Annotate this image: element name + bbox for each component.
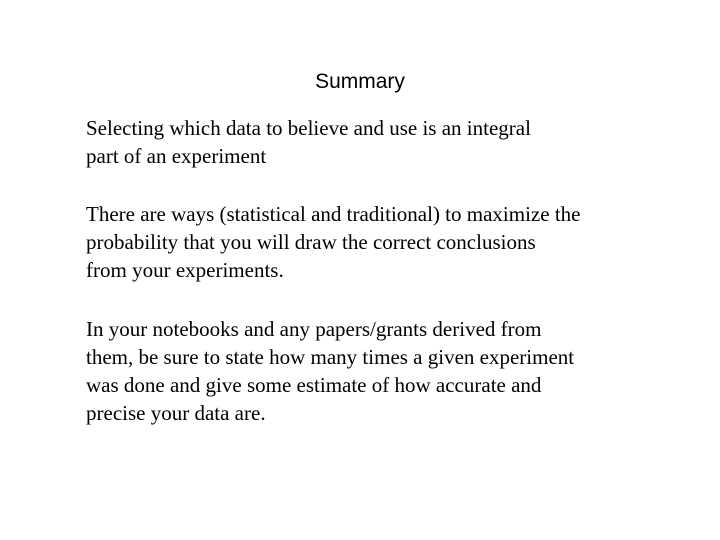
paragraph-data-selection xyxy=(86,114,531,170)
paragraph-maximize-probability xyxy=(86,200,580,284)
paragraph-line: was done and give some estimate of how accurate and xyxy=(86,373,542,397)
paragraph-line: In your notebooks and any papers/grants derived from xyxy=(86,317,542,341)
slide-title: Summary xyxy=(315,70,405,93)
paragraph-line: part of an experiment xyxy=(86,144,267,168)
paragraph-line: from your experiments. xyxy=(86,258,284,282)
paragraph-line: probability that you will draw the correct conclusions xyxy=(86,230,536,254)
paragraph-line: Selecting which data to believe and use is an integral xyxy=(86,116,531,140)
paragraph-notebooks xyxy=(86,315,574,427)
paragraph-line: them, be sure to state how many times a given experiment xyxy=(86,345,575,369)
paragraph-line: precise your data are. xyxy=(86,401,266,425)
paragraph-line: There are ways (statistical and traditional) to maximize the xyxy=(86,202,581,226)
